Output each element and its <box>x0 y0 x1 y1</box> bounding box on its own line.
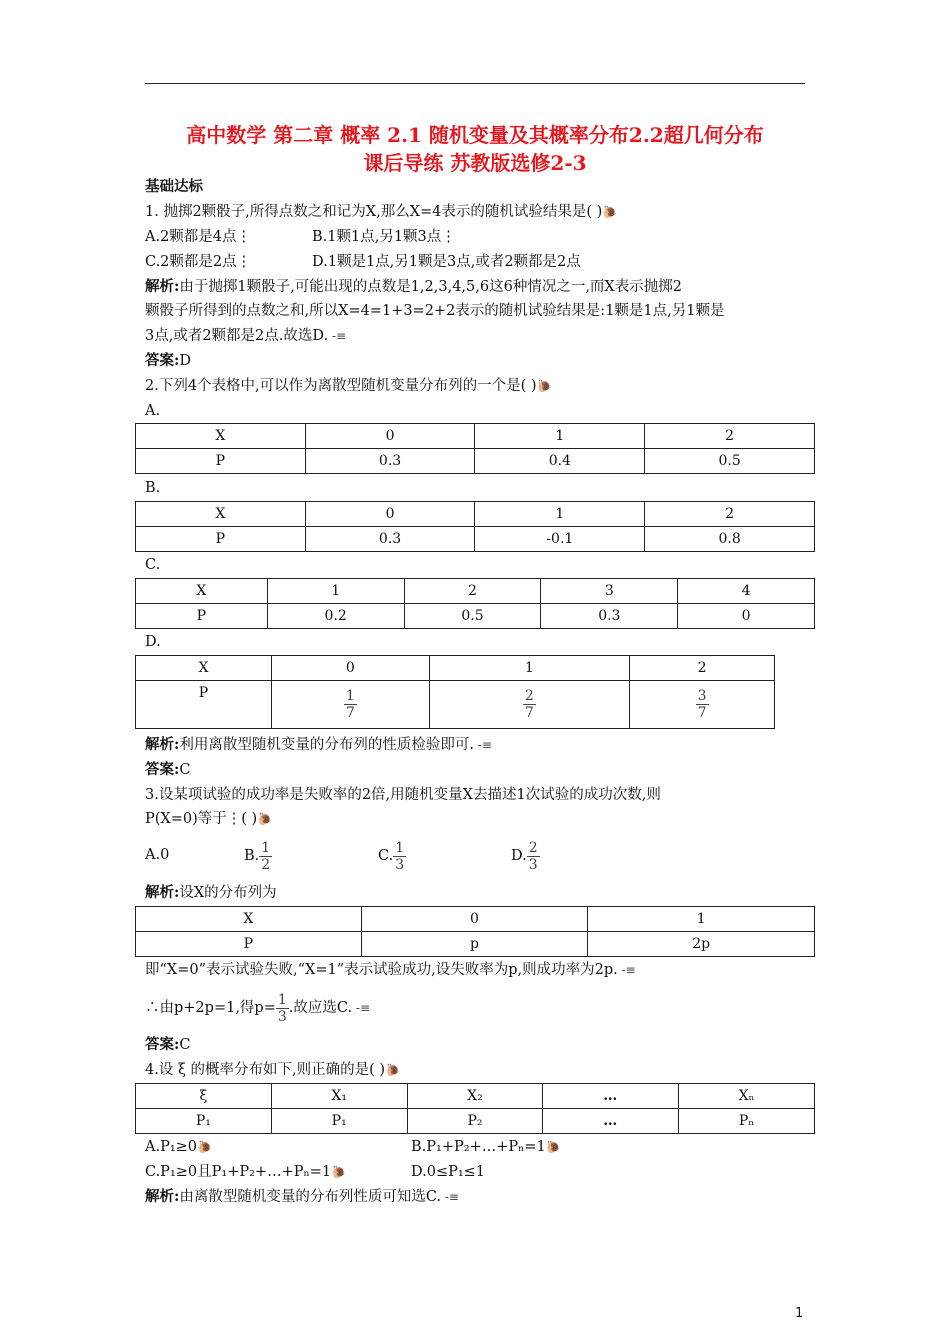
table-cell: P₁ <box>136 1109 272 1134</box>
table-cell: 0.3 <box>305 449 475 474</box>
section-heading: 基础达标 <box>145 178 203 195</box>
table-cell: … <box>543 1109 679 1134</box>
table-cell: 0.2 <box>267 604 404 629</box>
table-cell: 0.3 <box>305 527 475 552</box>
table-cell: P <box>136 449 306 474</box>
table-cell: 1 <box>475 502 645 527</box>
q1-analysis-1: 解析:由于抛掷1颗骰子,可能出现的点数是1,2,3,4,5,6这6种情况之一,而X表示抛掷2 <box>145 278 682 295</box>
fraction: $\frac{2}{3}$ <box>528 839 538 873</box>
q2-label-c: C. <box>145 557 161 573</box>
page-number: 1 <box>795 1306 804 1321</box>
q1-stem: 1. 抛掷2颗骰子,所得点数之和记为X,那么X=4表示的随机试验结果是( )🐌 <box>145 204 618 220</box>
q3-answer: 答案:C <box>145 1036 191 1053</box>
table-cell: ξ <box>136 1084 272 1109</box>
q2-table-a <box>135 423 815 474</box>
table-cell: X₁ <box>271 1084 407 1109</box>
q3-analysis-3: ∴由p+2p=1,得p= $\frac{1}{3}$ .故应选C. -≡ <box>145 991 371 1025</box>
table-cell: 1 <box>429 656 629 681</box>
q3-analysis-2: 即“X=0”表示试验失败,“X=1”表示试验成功,设失败率为p,则成功率为2p. -≡ <box>145 962 636 978</box>
fraction: $\frac{2}{7}$ <box>524 688 534 721</box>
table-cell: P <box>136 604 268 629</box>
q3-opt-c: C. $\frac{1}{3}$ <box>378 839 405 873</box>
table-cell: 2p <box>588 932 815 957</box>
fraction: $\frac{1}{3}$ <box>395 839 405 873</box>
q4-table <box>135 1083 815 1134</box>
table-cell: X <box>136 424 306 449</box>
q3-opt-a: A.0 <box>145 847 170 863</box>
table-cell: 0.8 <box>645 527 815 552</box>
table-cell: P <box>136 527 306 552</box>
q3-analysis-1: 解析:设X的分布列为 <box>145 884 277 901</box>
q1-analysis-2: 颗骰子所得到的点数之和,所以X=4=1+3=2+2表示的随机试验结果是:1颗是1点,另1颗是 <box>145 303 725 319</box>
table-cell: P₂ <box>407 1109 543 1134</box>
q4-opt-c: C.P₁≥0且P₁+P₂+…+Pₙ=1🐌 <box>145 1164 347 1180</box>
q2-label-d: D. <box>145 634 161 650</box>
q2-label-a: A. <box>145 403 161 419</box>
header-rule <box>145 83 805 84</box>
table-cell: 0.4 <box>475 449 645 474</box>
table-cell: 0 <box>271 656 429 681</box>
table-cell: X₂ <box>407 1084 543 1109</box>
q2-answer: 答案:C <box>145 761 191 778</box>
table-cell: 0.3 <box>541 604 678 629</box>
q3-stem-1: 3.设某项试验的成功率是失败率的2倍,用随机变量X去描述1次试验的成功次数,则 <box>145 787 661 803</box>
q2-table-d <box>135 655 775 729</box>
table-cell <box>429 681 629 729</box>
q4-opt-b: B.P₁+P₂+…+Pₙ=1🐌 <box>411 1139 561 1155</box>
q2-table-b <box>135 501 815 552</box>
table-cell: 0 <box>678 604 815 629</box>
fraction: $\frac{1}{7}$ <box>345 688 355 721</box>
table-cell: 1 <box>267 579 404 604</box>
q2-table-c <box>135 578 815 629</box>
table-cell: … <box>543 1084 679 1109</box>
mark-icon: 🐌 <box>602 205 618 219</box>
q1-opt-c: C.2颗都是2点⋮ <box>145 254 252 270</box>
table-cell: 0.5 <box>404 604 541 629</box>
table-cell: 0 <box>305 502 475 527</box>
table-cell: 0 <box>305 424 475 449</box>
fraction: $\frac{3}{7}$ <box>697 688 707 721</box>
q1-answer: 答案:D <box>145 352 191 369</box>
table-cell: 2 <box>404 579 541 604</box>
q2-label-b: B. <box>145 480 161 496</box>
table-cell: 1 <box>475 424 645 449</box>
table-cell: P <box>136 681 272 729</box>
table-cell: Xₙ <box>679 1084 815 1109</box>
q1-opt-d: D.1颗是1点,另1颗是3点,或者2颗都是2点 <box>312 254 581 270</box>
q1-opt-a: A.2颗都是4点⋮ <box>145 229 252 245</box>
q3-opt-d: D. $\frac{2}{3}$ <box>511 839 538 873</box>
table-cell: X <box>136 907 362 932</box>
q4-opt-a: A.P₁≥0🐌 <box>145 1139 212 1155</box>
table-cell: 0.5 <box>645 449 815 474</box>
table-cell: 2 <box>645 424 815 449</box>
q3-stem-2: P(X=0)等于⋮( )🐌 <box>145 811 273 827</box>
doc-title-line1: 高中数学 第二章 概率 2.1 随机变量及其概率分布2.2超几何分布 <box>186 123 764 147</box>
table-cell: p <box>361 932 588 957</box>
table-cell: 0 <box>361 907 588 932</box>
doc-title-line2: 课后导练 苏教版选修2-3 <box>363 151 587 175</box>
q2-analysis: 解析:利用离散型随机变量的分布列的性质检验即可. -≡ <box>145 736 492 753</box>
q4-stem: 4.设 ξ 的概率分布如下,则正确的是( )🐌 <box>145 1062 401 1078</box>
fraction: $\frac{1}{2}$ <box>261 839 271 873</box>
table-cell: X <box>136 579 268 604</box>
table-cell: 1 <box>588 907 815 932</box>
q4-opt-d: D.0≤P₁≤1 <box>411 1164 486 1180</box>
q3-table <box>135 906 815 957</box>
table-cell: 2 <box>630 656 775 681</box>
table-cell: 3 <box>541 579 678 604</box>
q4-analysis: 解析:由离散型随机变量的分布列性质可知选C. -≡ <box>145 1188 459 1205</box>
table-cell <box>271 681 429 729</box>
table-cell: P₁ <box>271 1109 407 1134</box>
q1-opt-b: B.1颗1点,另1颗3点⋮ <box>312 229 456 245</box>
q3-opt-b: B. $\frac{1}{2}$ <box>244 839 271 873</box>
q1-analysis-3: 3点,或者2颗都是2点.故选D. -≡ <box>145 328 347 344</box>
table-cell: 2 <box>645 502 815 527</box>
table-cell: 4 <box>678 579 815 604</box>
fraction: $\frac{1}{3}$ <box>277 991 287 1025</box>
table-cell: X <box>136 656 272 681</box>
table-cell: P <box>136 932 362 957</box>
table-cell: X <box>136 502 306 527</box>
table-cell: Pₙ <box>679 1109 815 1134</box>
table-cell: -0.1 <box>475 527 645 552</box>
table-cell <box>630 681 775 729</box>
q2-stem: 2.下列4个表格中,可以作为离散型随机变量分布列的一个是( )🐌 <box>145 378 552 394</box>
